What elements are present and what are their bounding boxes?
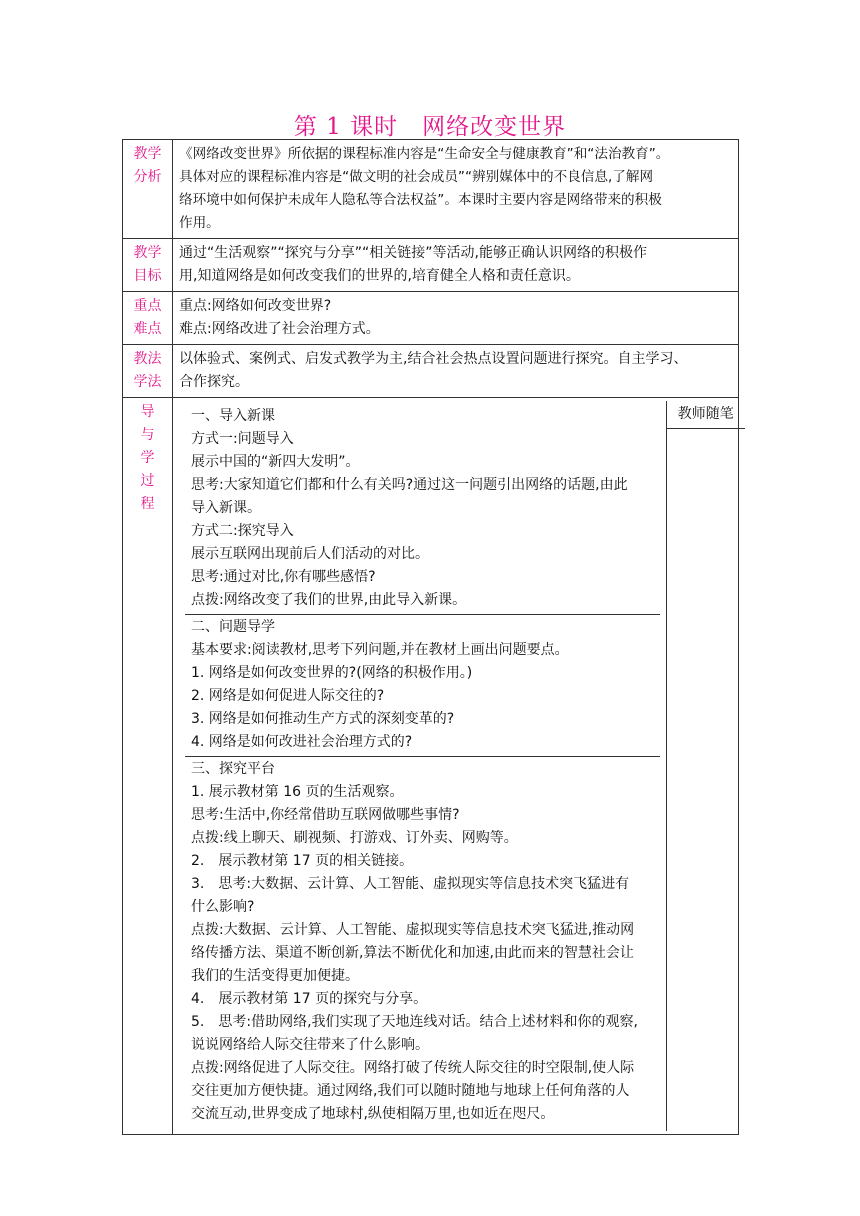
teacher-notes-column — [666, 401, 745, 1131]
text-line: 思考:生活中,你经常借助互联网做哪些事情? — [191, 807, 460, 823]
text-line: 2. 展示教材第 17 页的相关链接。 — [191, 853, 414, 869]
text-line: 交流互动,世界变成了地球村,纵使相隔万里,也如近在咫尺。 — [191, 1106, 555, 1122]
text-line: 4. 展示教材第 17 页的探究与分享。 — [191, 991, 428, 1007]
content-analysis — [173, 140, 739, 239]
text-line: 合作探究。 — [179, 374, 249, 390]
text-line: 什么影响? — [191, 899, 255, 915]
text-line: 思考:大家知道它们都和什么有关吗?通过这一问题引出网络的话题,由此 — [191, 477, 628, 493]
content-process — [173, 398, 739, 1135]
content-goals — [173, 239, 739, 292]
text-line: 基本要求:阅读教材,思考下列问题,并在教材上画出问题要点。 — [191, 642, 569, 658]
page-title: 第 1 课时 网络改变世界 — [293, 114, 567, 140]
text-line: 3. 网络是如何推动生产方式的深刻变革的? — [191, 711, 455, 727]
text-line: 作用。 — [179, 215, 220, 231]
text-line: 5. 思考:借助网络,我们实现了天地连线对话。结合上述材料和你的观察, — [191, 1014, 638, 1030]
text-line: 4. 网络是如何改进社会治理方式的? — [191, 734, 413, 750]
text-line: 点拨:大数据、云计算、人工智能、虚拟现实等信息技术突飞猛进,推动网 — [191, 922, 635, 938]
label-analysis: 教学 分析 — [123, 140, 173, 239]
teacher-notes-header: 教师随笔 — [667, 401, 746, 429]
text-line: 点拨:网络改变了我们的世界,由此导入新课。 — [191, 592, 467, 608]
text-line: 方式一:问题导入 — [191, 431, 294, 447]
text-line: 2. 网络是如何促进人际交往的? — [191, 688, 385, 704]
process-inner-table — [179, 401, 745, 1131]
content-methods — [173, 345, 739, 398]
section-intro — [185, 404, 660, 615]
text-line: 一、导入新课 — [191, 408, 275, 424]
text-line: 思考:通过对比,你有哪些感悟? — [191, 569, 376, 585]
row-focus — [123, 292, 739, 345]
text-line: 络传播方法、渠道不断创新,算法不断优化和加速,由此而来的智慧社会让 — [191, 945, 634, 961]
text-line: 三、探究平台 — [191, 761, 275, 777]
text-line: 《网络改变世界》所依据的课程标准内容是“生命安全与健康教育”和“法治教育”。 — [179, 146, 670, 162]
label-methods: 教法 学法 — [123, 345, 173, 398]
text-line: 用,知道网络是如何改变我们的世界的,培育健全人格和责任意识。 — [179, 268, 580, 284]
text-line: 展示中国的“新四大发明”。 — [191, 454, 360, 470]
text-line: 通过“生活观察”“探究与分享”“相关链接”等活动,能够正确认识网络的积极作 — [179, 245, 647, 261]
text-line: 二、问题导学 — [191, 619, 275, 635]
text-line: 交往更加方便快捷。通过网络,我们可以随时随地与地球上任何角落的人 — [191, 1083, 630, 1099]
row-methods — [123, 345, 739, 398]
row-goals — [123, 239, 739, 292]
lesson-plan-table — [122, 139, 739, 1135]
text-line: 说说网络给人际交往带来了什么影响。 — [191, 1037, 429, 1053]
text-line: 重点:网络如何改变世界? — [179, 298, 332, 314]
text-line: 1. 网络是如何改变世界的?(网络的积极作用。) — [191, 665, 473, 681]
section-inquiry-platform — [185, 757, 660, 1128]
text-line: 导入新课。 — [191, 500, 261, 516]
row-analysis — [123, 140, 739, 239]
process-sections — [179, 401, 666, 1131]
text-line: 点拨:网络促进了人际交往。网络打破了传统人际交往的时空限制,使人际 — [191, 1060, 635, 1076]
text-line: 3. 思考:大数据、云计算、人工智能、虚拟现实等信息技术突飞猛进有 — [191, 876, 630, 892]
text-line: 展示互联网出现前后人们活动的对比。 — [191, 546, 429, 562]
content-focus — [173, 292, 739, 345]
text-line: 我们的生活变得更加便捷。 — [191, 968, 359, 984]
text-line: 1. 展示教材第 16 页的生活观察。 — [191, 784, 404, 800]
label-focus: 重点 难点 — [123, 292, 173, 345]
text-line: 点拨:线上聊天、刷视频、打游戏、订外卖、网购等。 — [191, 830, 518, 846]
text-line: 以体验式、案例式、启发式教学为主,结合社会热点设置问题进行探究。自主学习、 — [179, 351, 688, 367]
text-line: 具体对应的课程标准内容是“做文明的社会成员”“辨别媒体中的不良信息,了解网 — [179, 169, 654, 185]
text-line: 难点:网络改进了社会治理方式。 — [179, 321, 380, 337]
text-line: 络环境中如何保护未成年人隐私等合法权益”。本课时主要内容是网络带来的积极 — [179, 192, 662, 208]
section-guided-questions — [185, 615, 660, 757]
label-process: 导 与 学 过 程 — [123, 398, 173, 1135]
row-process — [123, 398, 739, 1135]
label-goals: 教学 目标 — [123, 239, 173, 292]
text-line: 方式二:探究导入 — [191, 523, 294, 539]
